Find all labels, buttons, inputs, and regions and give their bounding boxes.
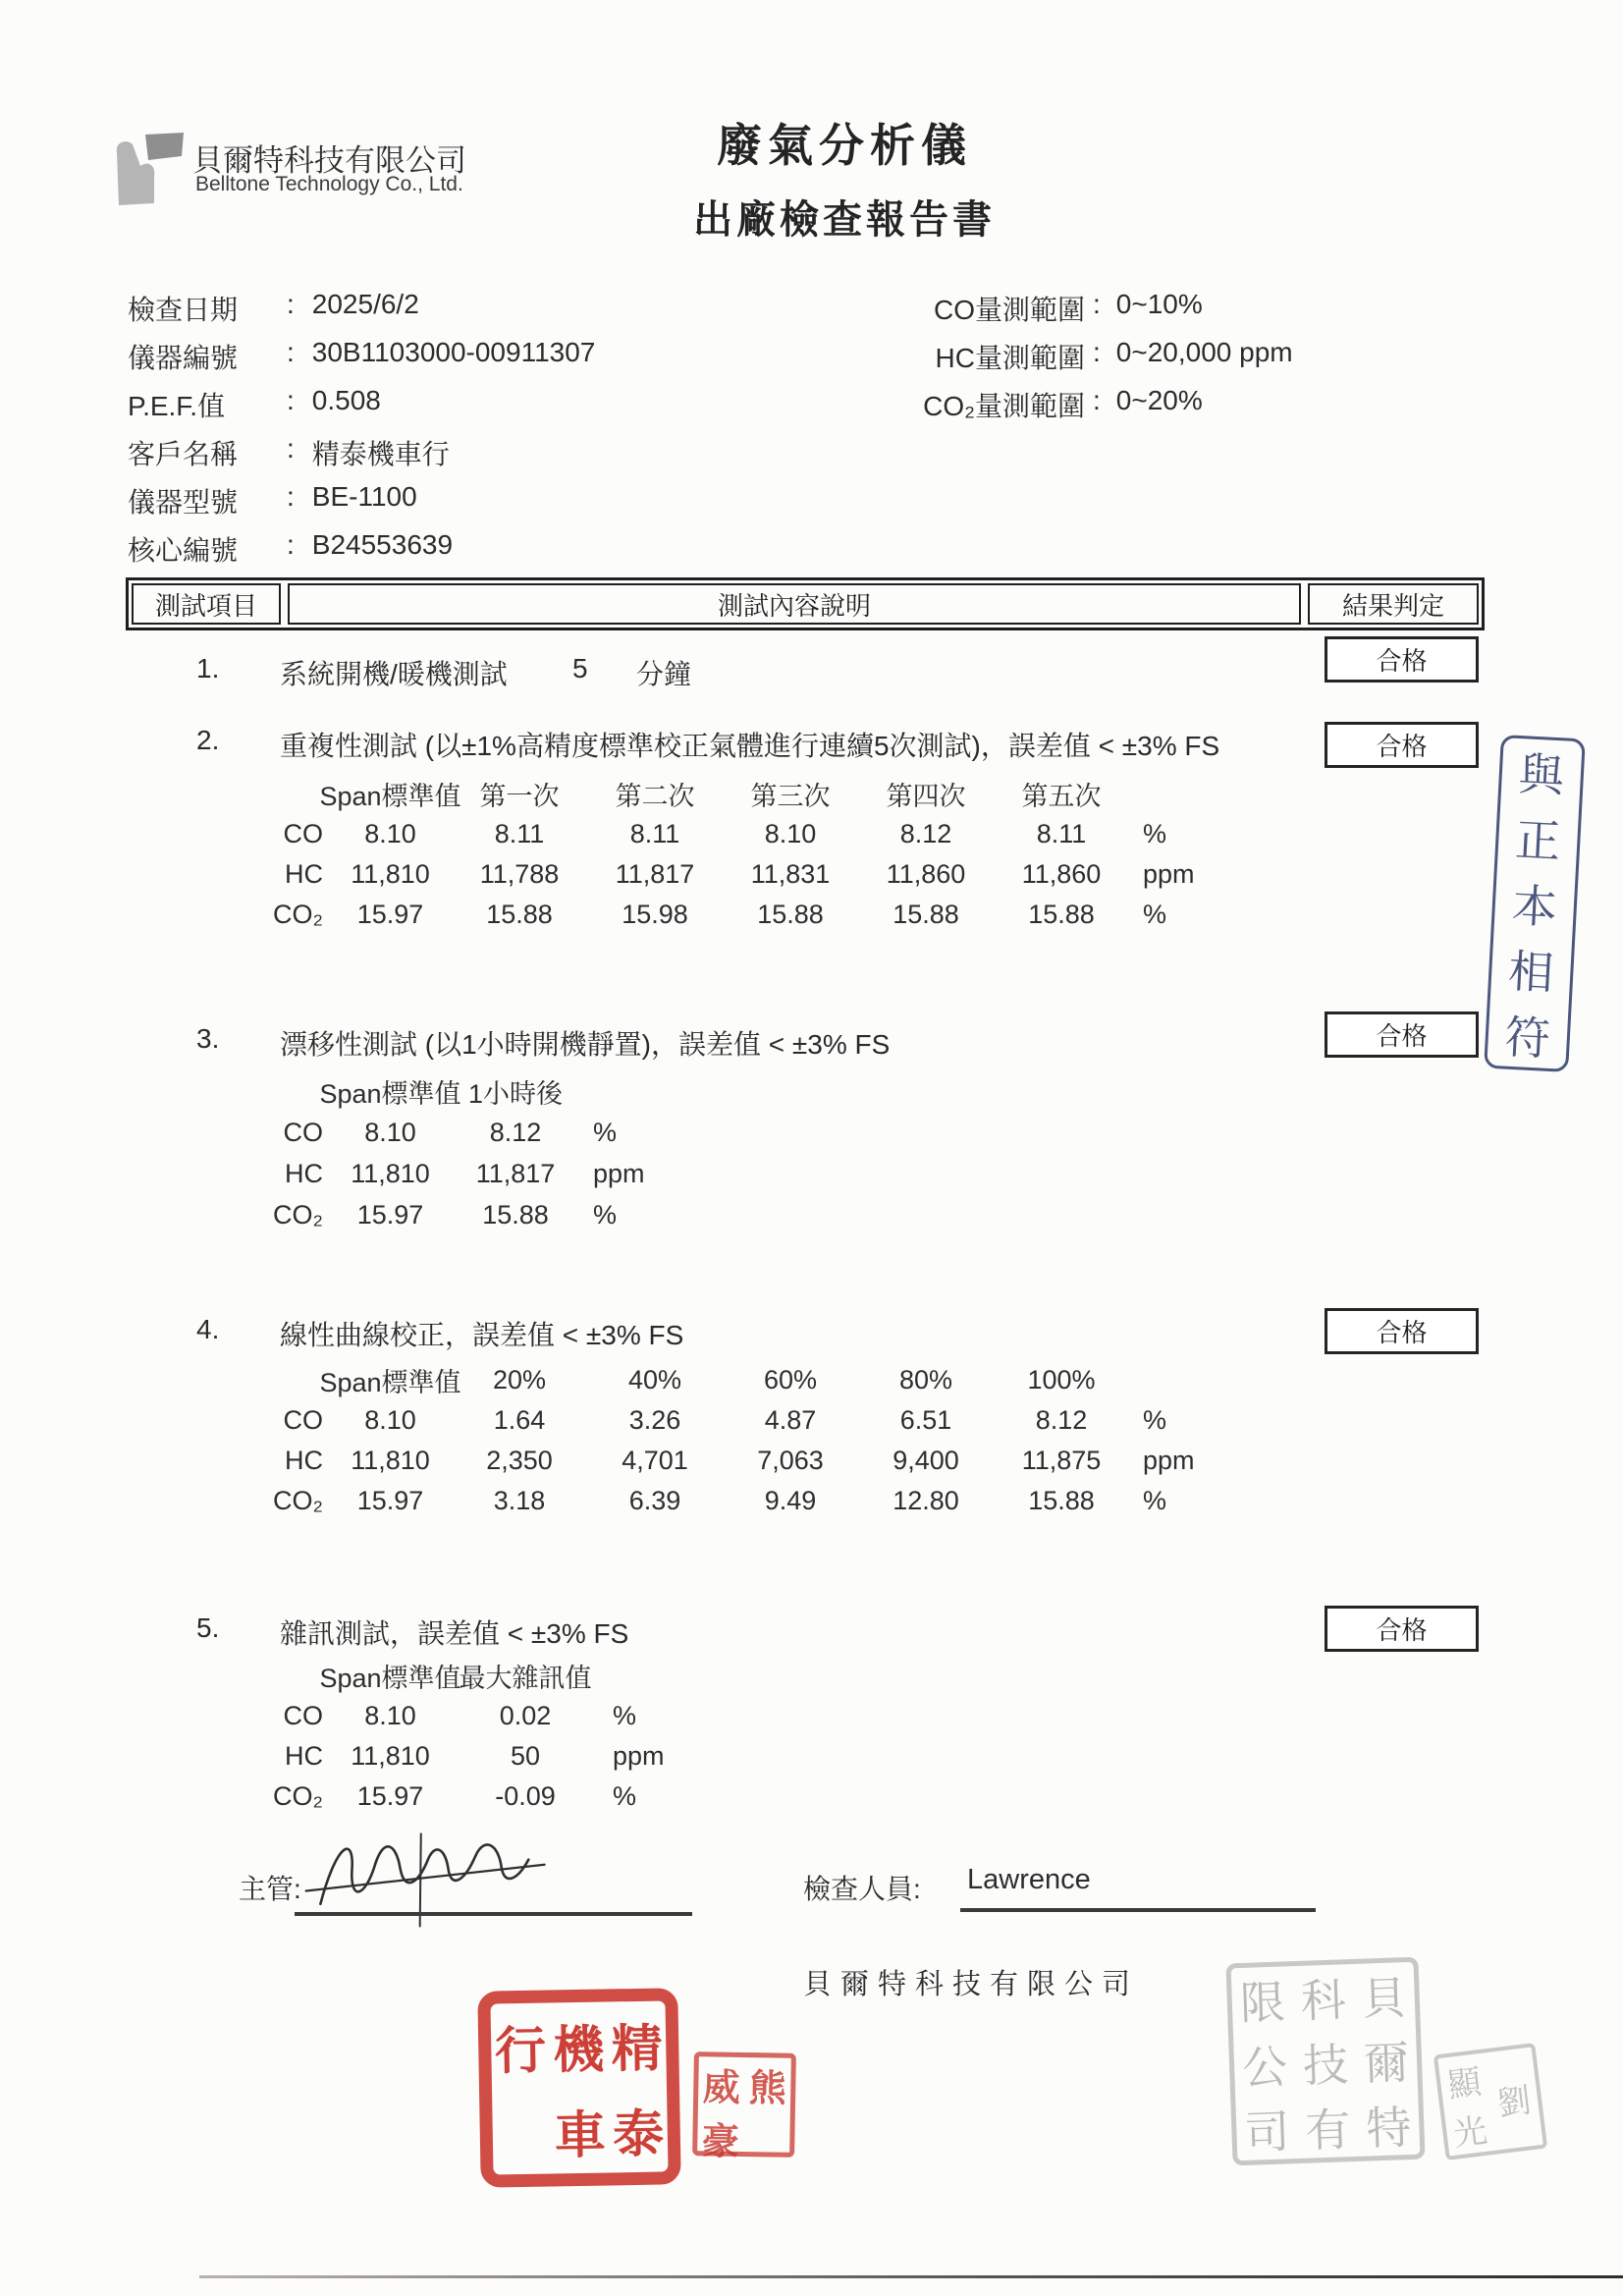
column-header-test-content: 測試內容說明: [288, 583, 1301, 625]
cell-value: 7,063: [757, 1446, 824, 1475]
cell-value: 8.10: [364, 1701, 416, 1730]
range-label: HC量測範圍: [935, 343, 1085, 373]
range-row-co2: [839, 385, 1301, 433]
info-label: 核心編號: [128, 535, 239, 566]
col-header: 第五次: [1021, 782, 1102, 811]
cell-value: 15.88: [486, 900, 553, 929]
gas-label: HC: [285, 859, 323, 889]
cell-value: 11,817: [615, 859, 695, 889]
inspector-name-seal-stamp: [692, 2051, 796, 2163]
colon: :: [287, 337, 295, 367]
cell-value: 8.12: [489, 1117, 542, 1147]
section-5-title: 雜訊測試，誤差值 < ±3% FS: [280, 1618, 629, 1649]
info-row-pef-value: [128, 385, 595, 433]
section-1-number: 1.: [196, 653, 220, 683]
seal-char: 機: [552, 2019, 605, 2081]
info-label: 儀器編號: [128, 343, 239, 373]
col-header: 1小時後: [467, 1078, 564, 1109]
col-header: 80%: [898, 1365, 953, 1394]
seal-char: 公: [1241, 2040, 1289, 2095]
copy-certification-stamp: [1484, 735, 1586, 1072]
info-row-inspection-date: [128, 289, 595, 337]
stamp-char: 與: [1517, 747, 1566, 803]
info-value: 2025/6/2: [311, 289, 419, 319]
section-2-result-badge: 合格: [1325, 722, 1479, 768]
cell-value: 11,860: [886, 859, 966, 889]
spacer-cell: [579, 1070, 673, 1112]
gas-label: HC: [285, 1158, 323, 1188]
stamp-char: 符: [1503, 1010, 1552, 1066]
scan-edge-line: [199, 2275, 1623, 2278]
unit-label: ppm: [593, 1158, 645, 1188]
cell-value: 15.97: [356, 1781, 424, 1811]
seal-char: 劉: [1494, 2080, 1534, 2124]
range-value: 0~20,000 ppm: [1115, 337, 1293, 367]
seal-char: 威: [702, 2064, 741, 2109]
section-3-result-badge: 合格: [1325, 1011, 1479, 1058]
info-label: 客戶名稱: [128, 439, 239, 469]
section-5-result-badge: 合格: [1325, 1606, 1479, 1652]
seal-char: 貝: [1360, 1971, 1408, 2026]
col-header: Span標準值: [319, 1664, 461, 1693]
customer-seal-stamp: [477, 1988, 680, 2188]
unit-label: %: [593, 1117, 618, 1147]
cell-value: 8.12: [899, 819, 952, 848]
col-header: Span標準值: [319, 1078, 461, 1109]
spacer-cell: [236, 774, 329, 814]
gas-label: CO₂: [273, 1199, 323, 1230]
seal-char: 顯: [1445, 2061, 1484, 2105]
repeatability-test-table: [236, 774, 1222, 935]
info-value: 0.508: [311, 385, 381, 415]
column-header-test-item: 測試項目: [132, 583, 281, 625]
cell-value: 15.98: [622, 900, 688, 929]
info-value: 精泰機車行: [311, 439, 450, 469]
cell-value: 8.10: [764, 819, 817, 848]
col-header: 最大雜訊值: [459, 1664, 592, 1693]
colon: :: [287, 385, 295, 415]
cell-value: 8.12: [1035, 1405, 1088, 1435]
cell-value: 15.97: [356, 900, 424, 929]
cell-value: 15.88: [482, 1199, 549, 1230]
seal-char: 泰: [612, 2104, 665, 2165]
colon: :: [1093, 337, 1101, 367]
unit-label: ppm: [613, 1741, 665, 1771]
gas-label: CO: [283, 1701, 323, 1730]
col-header: 第四次: [886, 782, 966, 811]
spacer-cell: [236, 1070, 329, 1112]
cell-value: 15.88: [893, 900, 959, 929]
cell-value: -0.09: [495, 1781, 556, 1811]
seal-char: 爾: [1363, 2036, 1411, 2091]
seal-char: 技: [1302, 2038, 1350, 2093]
range-value: 0~20%: [1115, 385, 1203, 415]
cell-value: 11,788: [479, 859, 560, 889]
range-row-hc: [839, 337, 1301, 385]
cell-value: 8.10: [364, 1117, 416, 1147]
cell-value: 12.80: [893, 1486, 959, 1515]
stamp-char: 本: [1510, 878, 1559, 935]
seal-char: 司: [1243, 2105, 1291, 2159]
company-name-zh: 貝爾特科技有限公司: [192, 143, 466, 178]
staff-name-seal-stamp: [1434, 2043, 1547, 2160]
stamp-char: 相: [1506, 944, 1555, 1000]
section-1-unit: 分鐘: [636, 659, 692, 689]
column-header-result: 結果判定: [1308, 583, 1479, 625]
document-title: 廢氣分析儀: [717, 120, 972, 171]
cell-value: 6.51: [899, 1405, 952, 1435]
info-value: B24553639: [311, 529, 454, 560]
col-header: 第一次: [479, 782, 560, 811]
inspector-name: Lawrence: [967, 1864, 1091, 1895]
company-name-en: Belltone Technology Co., Ltd.: [195, 173, 463, 195]
colon: :: [1093, 385, 1101, 415]
cell-value: 4,701: [622, 1446, 688, 1475]
drift-test-table: [236, 1070, 673, 1235]
belltone-logo-icon: [113, 131, 189, 207]
gas-label: CO₂: [273, 900, 323, 929]
section-5-number: 5.: [196, 1613, 220, 1643]
linearity-calibration-table: [236, 1360, 1222, 1521]
info-row-device-serial: [128, 337, 595, 385]
gas-label: CO₂: [273, 1781, 323, 1811]
document-subtitle: 出廠檢查報告書: [693, 198, 996, 242]
seal-char: 光: [1451, 2110, 1489, 2155]
seal-char: 豪: [701, 2118, 740, 2163]
section-2-number: 2.: [196, 725, 220, 755]
range-label: CO₂量測範圍: [923, 391, 1085, 421]
section-3-title: 漂移性測試 (以1小時開機靜置)，誤差值 < ±3% FS: [280, 1029, 891, 1060]
col-header: Span標準值: [319, 782, 461, 811]
gas-label: HC: [285, 1741, 323, 1771]
info-row-core-serial: [128, 529, 595, 577]
cell-value: 11,860: [1021, 859, 1102, 889]
unit-label: %: [613, 1781, 637, 1811]
section-4-result-badge: 合格: [1325, 1308, 1479, 1354]
cell-value: 15.88: [1028, 1486, 1095, 1515]
seal-char: 科: [1299, 1973, 1347, 2028]
seal-char: 限: [1238, 1975, 1286, 2030]
cell-value: 8.10: [364, 1405, 416, 1435]
cell-value: 11,817: [475, 1158, 556, 1188]
cell-value: 8.11: [494, 819, 545, 848]
info-label: 儀器型號: [128, 487, 239, 518]
spacer-cell: [236, 1360, 329, 1400]
cell-value: 11,831: [750, 859, 831, 889]
section-1-title: 系統開機/暖機測試: [280, 659, 508, 689]
spacer-cell: [599, 1656, 692, 1696]
info-label: P.E.F.值: [128, 391, 226, 421]
supervisor-label: 主管:: [239, 1874, 301, 1904]
cell-value: 8.11: [629, 819, 680, 848]
cell-value: 9.49: [764, 1486, 817, 1515]
unit-label: %: [1143, 1405, 1167, 1435]
signature-company-name: 貝爾特科技有限公司: [803, 1969, 1140, 2000]
col-header: 第三次: [750, 782, 831, 811]
inspector-signature-line: [960, 1908, 1316, 1912]
measurement-range-block: [839, 289, 1301, 433]
spacer-cell: [1129, 1360, 1222, 1400]
stamp-char: 正: [1513, 813, 1562, 869]
cell-value: 15.97: [356, 1486, 424, 1515]
col-header: Span標準值: [319, 1368, 461, 1397]
gas-label: CO₂: [273, 1486, 323, 1515]
gas-label: CO: [283, 819, 323, 848]
cell-value: 15.88: [757, 900, 824, 929]
cell-value: 11,810: [351, 1158, 430, 1188]
cell-value: 8.10: [364, 819, 416, 848]
range-label: CO量測範圍: [933, 295, 1085, 325]
noise-test-table: [236, 1656, 692, 1817]
gas-label: HC: [285, 1446, 323, 1475]
unit-label: %: [613, 1701, 637, 1730]
unit-label: ppm: [1143, 1446, 1195, 1475]
cell-value: 9,400: [893, 1446, 959, 1475]
spacer-cell: [236, 1656, 329, 1696]
inspector-label: 檢查人員:: [803, 1874, 921, 1904]
seal-char: 有: [1304, 2103, 1352, 2158]
document-title-block: [530, 110, 1159, 245]
cell-value: 8.11: [1036, 819, 1087, 848]
col-header: 100%: [1027, 1365, 1096, 1394]
section-2-title: 重複性測試 (以±1%高精度標準校正氣體進行連續5次測試)，誤差值 < ±3% FS: [280, 731, 1220, 761]
colon: :: [287, 433, 295, 464]
cell-value: 15.88: [1028, 900, 1095, 929]
info-value: BE-1100: [311, 481, 417, 512]
cell-value: 4.87: [764, 1405, 817, 1435]
logo-top-shape: [145, 133, 184, 160]
unit-label: ppm: [1143, 859, 1195, 889]
gas-label: CO: [283, 1405, 323, 1435]
cell-value: 6.39: [628, 1486, 681, 1515]
unit-label: %: [593, 1199, 618, 1230]
unit-label: %: [1143, 900, 1167, 929]
col-header: 40%: [627, 1365, 682, 1394]
unit-label: %: [1143, 1486, 1167, 1515]
col-header: 第二次: [615, 782, 695, 811]
cell-value: 11,810: [351, 859, 430, 889]
supervisor-signature: [297, 1811, 597, 1940]
info-value: 30B1103000-00911307: [311, 337, 596, 367]
results-table-header: [126, 577, 1485, 630]
section-1-value: 5: [572, 653, 588, 683]
device-info-block: [128, 289, 595, 577]
info-label: 檢查日期: [128, 295, 239, 325]
cell-value: 0.02: [499, 1701, 552, 1730]
seal-char: 行: [494, 2020, 547, 2082]
section-3-number: 3.: [196, 1023, 220, 1054]
cell-value: 11,810: [351, 1741, 430, 1771]
spacer-cell: [1129, 774, 1222, 814]
section-4-number: 4.: [196, 1314, 220, 1344]
col-header: 20%: [492, 1365, 547, 1394]
range-row-co: [839, 289, 1301, 337]
cell-value: 50: [510, 1741, 541, 1771]
gas-label: CO: [283, 1117, 323, 1147]
colon: :: [287, 481, 295, 512]
info-row-device-model: [128, 481, 595, 529]
section-1-result-badge: 合格: [1325, 636, 1479, 683]
seal-char: 特: [1365, 2101, 1413, 2156]
cell-value: 15.97: [356, 1199, 424, 1230]
cell-value: 11,875: [1021, 1446, 1102, 1475]
cell-value: 1.64: [493, 1405, 546, 1435]
cell-value: 11,810: [351, 1446, 430, 1475]
colon: :: [287, 529, 295, 560]
cell-value: 3.18: [493, 1486, 546, 1515]
colon: :: [287, 289, 295, 319]
info-row-customer-name: [128, 433, 595, 481]
cell-value: 3.26: [628, 1405, 681, 1435]
unit-label: %: [1143, 819, 1167, 848]
seal-char: 熊: [748, 2065, 787, 2110]
supervisor-signature-line: [295, 1912, 692, 1916]
range-value: 0~10%: [1115, 289, 1203, 319]
section-4-title: 線性曲線校正，誤差值 < ±3% FS: [280, 1320, 684, 1350]
seal-char: 精: [611, 2018, 664, 2080]
seal-char: 車: [554, 2105, 607, 2166]
col-header: 60%: [763, 1365, 818, 1394]
cell-value: 2,350: [486, 1446, 553, 1475]
colon: :: [1093, 289, 1101, 319]
company-seal-stamp: [1225, 1957, 1425, 2166]
